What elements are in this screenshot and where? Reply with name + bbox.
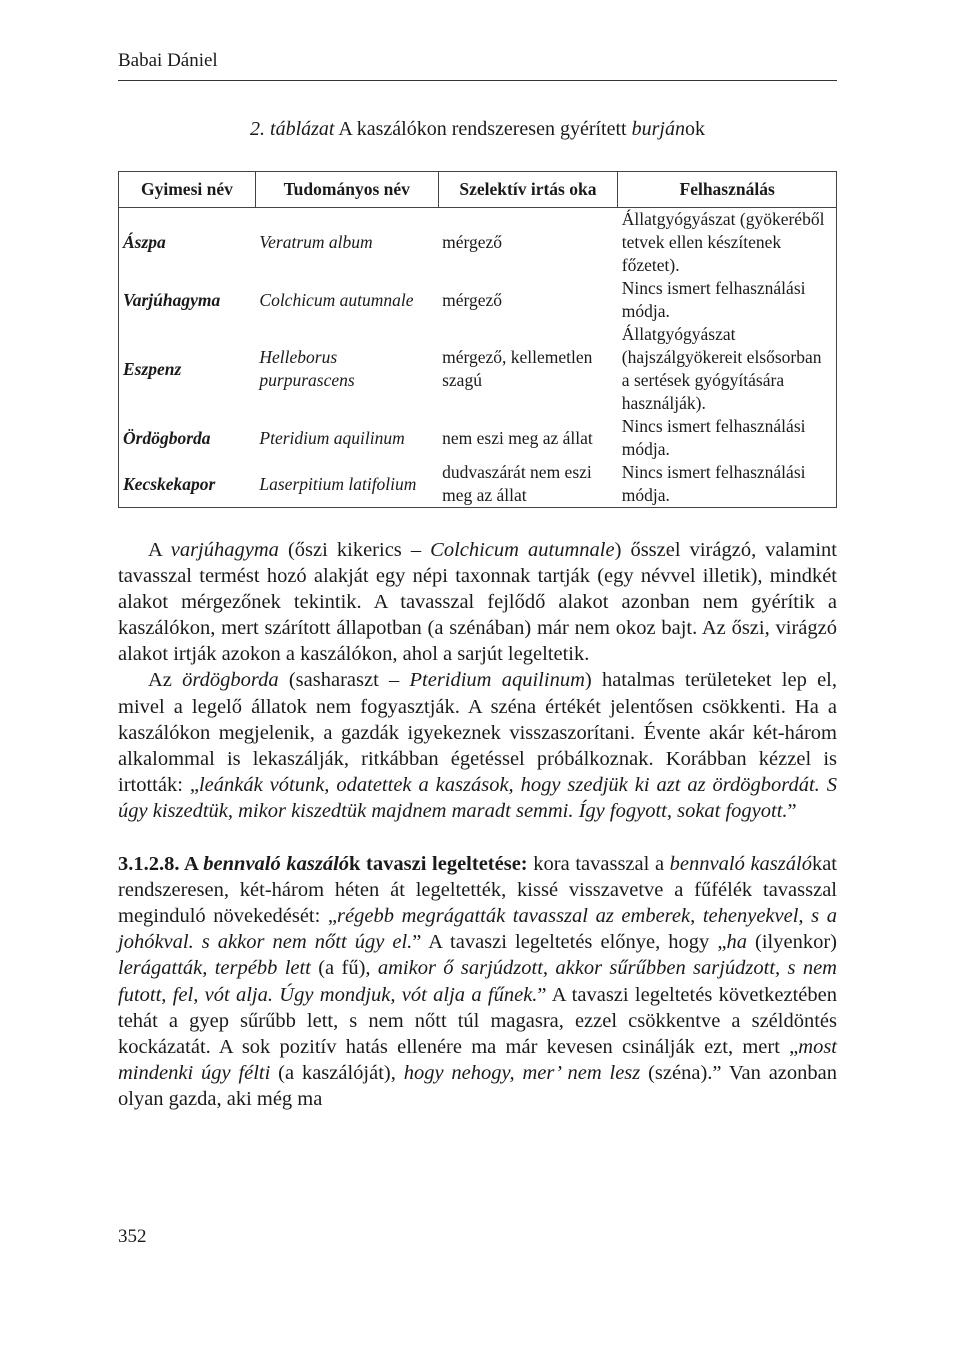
- text-run: ) hatalmas területeket lep el, mivel a legelő állatok nem fogyasztják. A széna értékét jelentősen csökkenti. Ha a kaszálókon megjelenik, a gazdák igyekeznek visszaszorítani. Évente akár két-három alkalommal is lekaszálják, ritkábban égetéssel próbálkoznak. Korábban kézzel is irtották: „: [118, 669, 837, 796]
- text-run: (a kaszálóját),: [270, 1061, 404, 1084]
- text-run: ” A tavaszi legeltetés előnye, hogy „: [412, 931, 727, 954]
- cell-ok: dudvaszárát nem eszi meg az állat: [438, 461, 618, 508]
- text-run: (sasharaszt –: [278, 669, 410, 692]
- paragraph-ordogborda: [118, 667, 837, 824]
- italic-run: most mindenki úgy félti: [118, 1035, 837, 1084]
- section-number: 3.1.2.8. A: [118, 853, 204, 876]
- header-tudomanyos: Tudományos név: [255, 172, 438, 208]
- text-run: (széna).” Van azonban olyan gazda, aki még ma: [118, 1061, 838, 1110]
- cell-felhasznalas: Állatgyógyászat (gyökeréből tetvek ellen készítenek főzetet).: [618, 208, 837, 278]
- cell-felhasznalas: Nincs ismert felhasználási módja.: [618, 461, 837, 508]
- cell-gyimesi: Ördögborda: [119, 415, 256, 461]
- running-header-author: Babai Dániel: [118, 50, 218, 71]
- section-heading-italic: bennvaló kaszáló: [203, 853, 350, 876]
- caption-text: A kaszálókon rendszeresen gyérített: [334, 118, 632, 140]
- cell-gyimesi: Ászpa: [119, 208, 256, 278]
- header-rule: [118, 80, 837, 81]
- cell-felhasznalas: Nincs ismert felhasználási módja.: [618, 415, 837, 461]
- table-row: [119, 208, 837, 278]
- text-run: (őszi kikerics –: [278, 539, 431, 561]
- cell-tudomanyos: Laserpitium latifolium: [255, 461, 438, 508]
- cell-ok: nem eszi meg az állat: [442, 427, 593, 448]
- text-run: A: [148, 539, 171, 561]
- text-run: ”: [787, 799, 797, 822]
- section-heading: k tavaszi legeltetése:: [349, 853, 528, 876]
- italic-run: lerágatták, terpébb lett: [118, 957, 311, 980]
- table-row: [119, 277, 837, 323]
- cell-ok: mérgező: [442, 289, 503, 310]
- caption-label: 2. táblázat: [250, 118, 335, 140]
- header-gyimesi: Gyimesi név: [119, 172, 256, 208]
- text-run: kat rendszeresen, két-három héten át legeltették, kissé visszavetve a fűfélék tavasszal meginduló növekedését: „: [118, 853, 837, 928]
- italic-run: Colchicum autumnale: [430, 539, 615, 561]
- italic-run: leánkák vótunk, odatettek a kaszások, hogy szedjük ki azt az ördögbordát. S úgy kiszedtük, mikor kiszedtük majdnem maradt semmi. Így fogyott, sokat fogyott.: [118, 773, 837, 822]
- page-number: 352: [118, 1226, 147, 1247]
- cell-ok: mérgező, kellemetlen szagú: [442, 347, 593, 390]
- text-run: (a fű),: [310, 957, 378, 980]
- cell-felhasznalas: Nincs ismert felhasználási módja.: [618, 277, 837, 323]
- italic-run: amikor ő sarjúdzott, akkor sűrűbben sarjúdzott, s nem futott, fel, vót alja. Úgy mondjuk, vót alja a fűnek.: [118, 957, 837, 1006]
- cell-ok: mérgező: [442, 232, 503, 252]
- cell-tudomanyos: Colchicum autumnale: [259, 289, 414, 310]
- paragraph-section-3-1-2-8: [118, 851, 837, 1112]
- cell-gyimesi: Eszpenz: [119, 323, 256, 415]
- italic-run: ha: [726, 931, 747, 954]
- text-run: ) ősszel virágzó, valamint tavasszal termést hozó alakját egy népi taxonnak tartják (egy névvel illetik), mindkét alakot mérgezőnek tekintik. A tavasszal fejlődő alakot azonban nem gyérítik a kaszálókon, mert szárított állapotban (a szénában) már nem okoz bajt. Az őszi, virágzó alakot irtják azokon a kaszálókon, ahol a sarjút legeltetik.: [118, 539, 837, 666]
- table-row: [119, 461, 837, 508]
- table-caption: [118, 118, 837, 141]
- cell-felhasznalas: Állatgyógyászat (hajszálgyökereit elsősorban a sertések gyógyítására használják).: [618, 323, 837, 415]
- weeds-table: [118, 171, 837, 508]
- caption-suffix: ok: [684, 118, 705, 140]
- text-run: ” A tavaszi legeltetés következtében tehát a gyep sűrűbb lett, s nem nőtt túl magasra, ezzel csökkentve a széldöntés kockázatát. A sok pozitív hatás ellenére ma már kevesen csinálják ezt, mert „: [118, 983, 837, 1058]
- table-row: [119, 323, 837, 415]
- cell-gyimesi: Kecskekapor: [119, 461, 256, 508]
- italic-run: varjúhagyma: [170, 539, 279, 561]
- body-text: [118, 537, 837, 1112]
- caption-italic-word: burján: [631, 118, 685, 140]
- header-ok: Szelektív irtás oka: [438, 172, 618, 208]
- italic-run: régebb megrágatták tavasszal az emberek, tehenyekvel, s a johókval. s akkor nem nőtt úgy el.: [118, 905, 837, 954]
- text-run: kora tavasszal a: [527, 853, 670, 876]
- cell-tudomanyos: Veratrum album: [259, 232, 373, 252]
- italic-run: bennvaló kaszáló: [669, 853, 812, 876]
- cell-gyimesi: Varjúhagyma: [119, 277, 256, 323]
- text-run: Az: [148, 669, 183, 692]
- paragraph-varjuhagyma: [118, 537, 837, 667]
- table-header-row: [119, 172, 837, 208]
- text-run: (ilyenkor): [746, 931, 837, 954]
- cell-tudomanyos: Pteridium aquilinum: [259, 427, 405, 448]
- table-row: [119, 415, 837, 461]
- italic-run: Pteridium aquilinum: [409, 669, 585, 692]
- header-felhasznalas: Felhasználás: [618, 172, 837, 208]
- cell-tudomanyos: Helleborus purpurascens: [259, 347, 355, 390]
- italic-run: ördögborda: [182, 669, 279, 692]
- italic-run: hogy nehogy, mer’ nem lesz: [403, 1061, 641, 1084]
